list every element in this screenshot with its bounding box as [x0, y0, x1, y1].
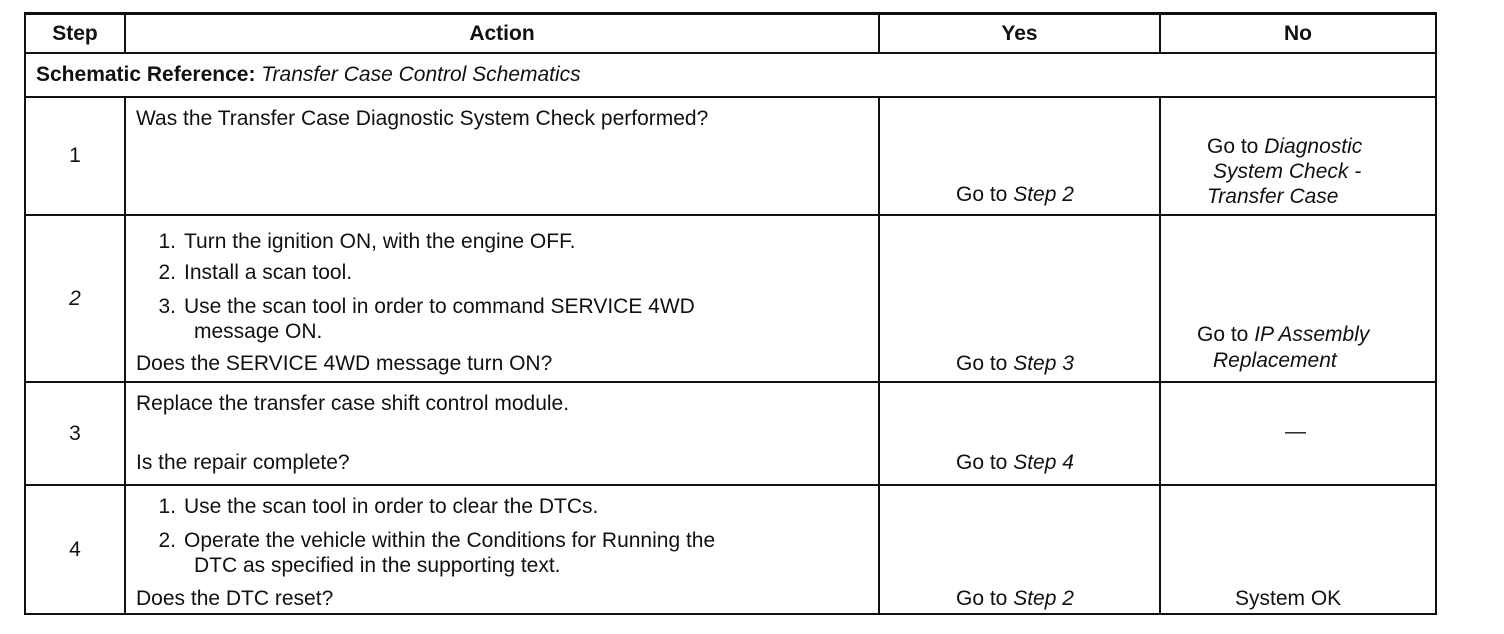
- yes-link[interactable]: [956, 450, 1074, 476]
- no-cell: [1160, 97, 1436, 215]
- question-text: Is the repair complete?: [136, 451, 350, 474]
- yes-link[interactable]: [956, 182, 1074, 208]
- list-text-continued: DTC as specified in the supporting text.: [194, 554, 561, 577]
- question-text: Does the DTC reset?: [136, 587, 334, 610]
- yes-cell: [879, 485, 1160, 614]
- yes-cell: [879, 215, 1160, 382]
- no-result: System OK: [1235, 587, 1342, 610]
- header-step: Step: [25, 14, 125, 54]
- list-number: 2.: [158, 261, 176, 284]
- action-cell: [125, 485, 879, 614]
- schematic-reference-label: Schematic Reference:: [36, 63, 256, 86]
- yes-target: Step 2: [1013, 183, 1074, 206]
- list-item: [126, 229, 575, 255]
- table-row: [25, 215, 1436, 382]
- list-number: 1.: [158, 495, 176, 518]
- header-row: [25, 14, 1436, 54]
- header-yes: Yes: [879, 14, 1160, 54]
- yes-prefix: Go to: [956, 587, 1008, 610]
- schematic-reference-link[interactable]: Transfer Case Control Schematics: [261, 63, 581, 86]
- yes-cell: [879, 382, 1160, 485]
- action-text: Replace the transfer case shift control module.: [136, 392, 570, 415]
- list-item: [126, 260, 352, 286]
- list-text-continued: message ON.: [194, 320, 323, 343]
- list-text: Operate the vehicle within the Conditions for Running the: [184, 529, 716, 552]
- yes-cell: [879, 97, 1160, 215]
- list-text: Use the scan tool in order to clear the DTCs.: [184, 495, 599, 518]
- header-no: No: [1160, 14, 1436, 54]
- yes-target: Step 3: [1013, 352, 1074, 375]
- step-number: 2: [25, 215, 125, 382]
- action-cell: [125, 97, 879, 215]
- yes-prefix: Go to: [956, 352, 1008, 375]
- list-number: 2.: [158, 529, 176, 552]
- yes-link[interactable]: [956, 586, 1074, 612]
- no-target-line1: IP Assembly: [1254, 323, 1370, 346]
- action-cell: [125, 382, 879, 485]
- no-link[interactable]: [1197, 322, 1369, 348]
- step-number: 1: [25, 97, 125, 215]
- list-number: 1.: [158, 230, 176, 253]
- no-cell: [1160, 382, 1436, 485]
- table-row: [25, 382, 1436, 485]
- list-text: Turn the ignition ON, with the engine OFF.: [184, 230, 576, 253]
- no-dash: —: [1285, 420, 1306, 443]
- step-number: 3: [25, 382, 125, 485]
- no-prefix: Go to: [1207, 135, 1259, 158]
- list-number: 3.: [158, 295, 176, 318]
- no-target-line2: System Check -: [1213, 160, 1362, 183]
- list-item: [126, 528, 715, 554]
- action-cell: [125, 215, 879, 382]
- diagnostic-table: [24, 12, 1437, 615]
- header-action: Action: [125, 14, 879, 54]
- list-item: [126, 494, 598, 520]
- yes-target: Step 2: [1013, 587, 1074, 610]
- yes-target: Step 4: [1013, 451, 1074, 474]
- step-number: 4: [25, 485, 125, 614]
- no-target-line2: Replacement: [1213, 349, 1337, 372]
- schematic-reference: [25, 53, 1436, 97]
- yes-link[interactable]: [956, 351, 1074, 377]
- no-cell: [1160, 215, 1436, 382]
- schematic-reference-row: [25, 53, 1436, 97]
- no-link[interactable]: [1207, 134, 1362, 160]
- no-target-line1: Diagnostic: [1264, 135, 1363, 158]
- yes-prefix: Go to: [956, 451, 1008, 474]
- list-text: Use the scan tool in order to command SERVICE 4WD: [184, 295, 695, 318]
- question-text: Does the SERVICE 4WD message turn ON?: [136, 352, 553, 375]
- no-target-line3: Transfer Case: [1207, 185, 1339, 208]
- table-row: [25, 485, 1436, 614]
- list-text: Install a scan tool.: [184, 261, 353, 284]
- table-row: [25, 97, 1436, 215]
- yes-prefix: Go to: [956, 183, 1008, 206]
- no-cell: [1160, 485, 1436, 614]
- action-text: Was the Transfer Case Diagnostic System Check performed?: [136, 107, 709, 130]
- no-prefix: Go to: [1197, 323, 1249, 346]
- list-item: [126, 294, 695, 320]
